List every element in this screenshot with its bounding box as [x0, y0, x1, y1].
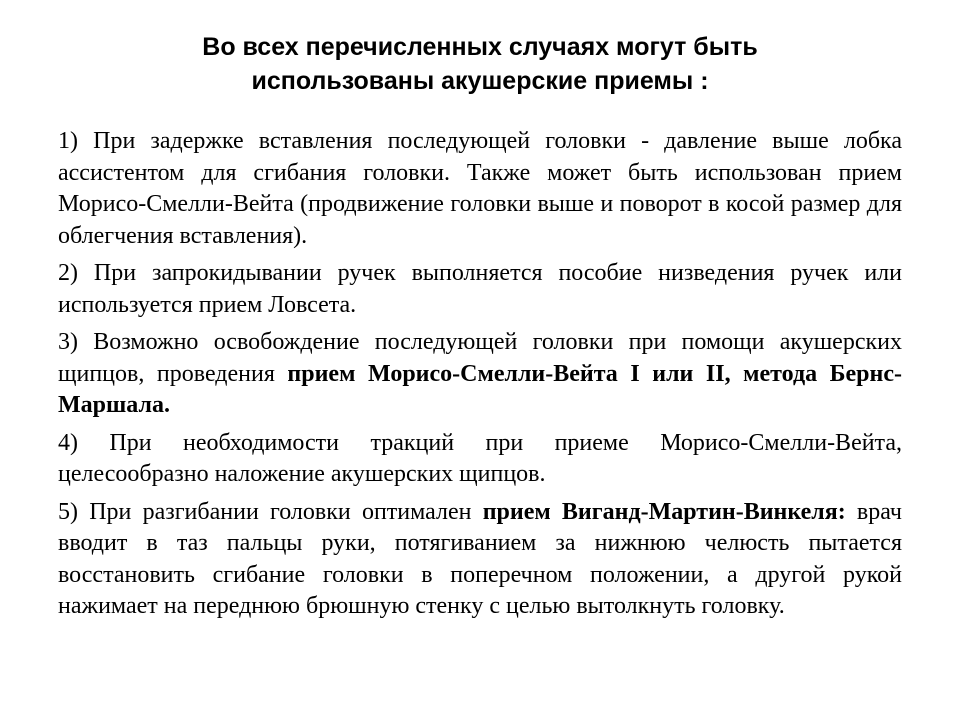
paragraph-5-text-after: врач вводит в таз пальцы руки, потягиванием за нижнюю челюсть пытается восстановить сгибание головки в поперечном положении, а другой рукой нажимает на переднюю брюшную стенку с целью вытолкнуть головку. — [58, 498, 902, 619]
paragraph-1 — [58, 126, 902, 252]
paragraph-3 — [58, 327, 902, 422]
paragraph-2-text: 2) При запрокидывании ручек выполняется пособие низведения ручек или используется прием Ловсета. — [58, 260, 902, 318]
paragraph-3-bold: прием Морисо-Смелли-Вейта I или II, метода Бернс-Маршала. — [58, 360, 902, 418]
paragraph-5 — [58, 497, 902, 623]
paragraph-1-text: 1) При задержке вставления последующей головки - давление выше лобка ассистентом для сгибания головки. Также может быть использован прием Морисо-Смелли-Вейта (продвижение головки выше и поворот в косой размер для облегчения вставления). — [58, 128, 902, 249]
paragraph-3-text: 3) Возможно освобождение последующей головки при помощи акушерских щипцов, проведения — [58, 329, 902, 387]
slide-title — [60, 30, 900, 98]
paragraph-5-bold: прием Виганд-Мартин-Винкеля: — [482, 498, 846, 525]
title-line-2: использованы акушерские приемы : — [251, 67, 709, 95]
title-line-1: Во всех перечисленных случаях могут быть — [202, 33, 758, 61]
paragraph-4-text: 4) При необходимости тракций при приеме Морисо-Смелли-Вейта, целесообразно наложение акушерских щипцов. — [58, 429, 902, 487]
paragraph-2 — [58, 258, 902, 321]
slide-body — [58, 126, 902, 629]
paragraph-4 — [58, 428, 902, 491]
paragraph-5-text-before: 5) При разгибании головки оптимален — [58, 498, 483, 525]
